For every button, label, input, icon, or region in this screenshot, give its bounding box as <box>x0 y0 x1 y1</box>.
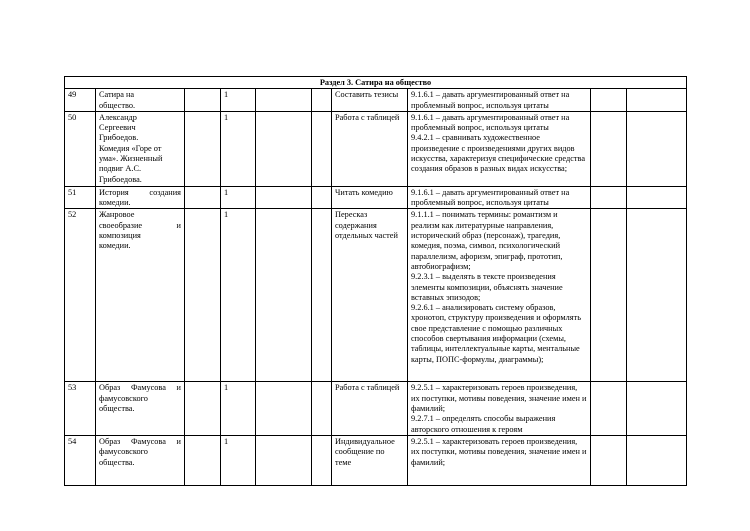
objective-item: 9.4.2.1 – сравнивать художественное произведение с произведениями других видов искусства, характеризуя специфические средства создания образов в разных видах искусства; <box>411 133 586 174</box>
objective-item: 9.1.6.1 – давать аргументированный ответ на проблемный вопрос, используя цитаты <box>411 90 570 110</box>
section-header-row <box>65 77 687 89</box>
topic-line: Жанровое <box>99 210 135 220</box>
activity-line: Читать комедию <box>335 187 393 197</box>
lesson-topic <box>96 209 185 382</box>
lesson-topic <box>96 186 185 209</box>
lesson-hours: 1 <box>221 111 256 186</box>
topic-line: Сатира на <box>99 90 135 100</box>
topic-line: Образ Фамусова и <box>99 383 181 393</box>
learning-objectives <box>408 111 591 186</box>
objective-item: 9.1.6.1 – давать аргументированный ответ на проблемный вопрос, используя цитаты <box>411 187 570 208</box>
lesson-number: 49 <box>65 89 96 112</box>
topic-line: История создания <box>99 187 181 197</box>
empty-cell <box>185 111 221 186</box>
lesson-activity <box>332 111 408 186</box>
empty-cell <box>312 89 332 112</box>
empty-cell <box>185 382 221 435</box>
empty-cell <box>627 209 687 382</box>
empty-cell <box>256 209 312 382</box>
empty-cell <box>256 186 312 209</box>
activity-line: теме <box>335 457 352 467</box>
objective-item: 9.1.1.1 – понимать термины: романтизм и реализм как литературные направления, исторический образ (персонаж), трагедия, комедия, поэма, символ, психологический параллелизм, афоризм, эпиграф, прототип, автобиографизм; <box>411 210 563 271</box>
activity-line: Пересказ <box>335 210 368 220</box>
lesson-hours: 1 <box>221 209 256 382</box>
lesson-activity <box>332 209 408 382</box>
topic-line: композиция <box>99 231 141 241</box>
activity-line: Индивидуальное <box>335 436 395 446</box>
activity-line: сообщение по <box>335 447 385 457</box>
empty-cell <box>185 186 221 209</box>
empty-cell <box>627 111 687 186</box>
topic-line: Грибоедов. <box>99 133 139 143</box>
table-row <box>65 435 687 485</box>
topic-line: ума». Жизненный <box>99 154 163 164</box>
lesson-number: 50 <box>65 111 96 186</box>
empty-cell <box>256 382 312 435</box>
empty-cell <box>591 382 627 435</box>
objective-item: 9.1.6.1 – давать аргументированный ответ на проблемный вопрос, используя цитаты <box>411 112 570 133</box>
topic-line: общество. <box>99 100 136 110</box>
activity-line: Работа с таблицей <box>335 112 400 122</box>
table-row <box>65 209 687 382</box>
empty-cell <box>591 186 627 209</box>
table-row <box>65 89 687 112</box>
topic-line: общества. <box>99 404 135 414</box>
lesson-topic <box>96 435 185 485</box>
topic-line: своеобразие и <box>99 220 181 230</box>
topic-line: подвиг А.С. <box>99 164 142 174</box>
lesson-topic <box>96 382 185 435</box>
empty-cell <box>312 186 332 209</box>
topic-line: Грибоедова. <box>99 174 142 184</box>
empty-cell <box>256 435 312 485</box>
empty-cell <box>185 89 221 112</box>
objective-item: 9.2.6.1 – анализировать систему образов, хронотоп, структуру произведения и оформлять свое представление с помощью различных способов свертывания информации (схемы, таблицы, интеллектуальные карты, ментальные карты, ПОПС-формулы, диаграммы); <box>411 303 582 364</box>
topic-line: общества. <box>99 457 135 467</box>
objective-item: 9.2.5.1 – характеризовать героев произведения, их поступки, мотивы поведения, значение имен и фамилий; <box>411 383 587 414</box>
lesson-hours: 1 <box>221 186 256 209</box>
empty-cell <box>256 111 312 186</box>
topic-line: комедии. <box>99 241 131 251</box>
empty-cell <box>312 111 332 186</box>
learning-objectives <box>408 435 591 485</box>
lesson-activity <box>332 435 408 485</box>
empty-cell <box>591 435 627 485</box>
lesson-number: 53 <box>65 382 96 435</box>
lesson-topic <box>96 89 185 112</box>
topic-line: фамусовского <box>99 393 148 403</box>
lesson-number: 52 <box>65 209 96 382</box>
objective-item: 9.2.7.1 – определять способы выражения авторского отношения к героям <box>411 414 556 434</box>
table-row <box>65 186 687 209</box>
activity-line: Составить тезисы <box>335 90 399 100</box>
activity-line: Работа с таблицей <box>335 383 400 393</box>
lesson-hours: 1 <box>221 435 256 485</box>
activity-line: содержания <box>335 220 377 230</box>
lesson-topic <box>96 111 185 186</box>
topic-line: фамусовского <box>99 447 148 457</box>
topic-line: Комедия «Горе от <box>99 143 162 153</box>
lesson-number: 51 <box>65 186 96 209</box>
empty-cell <box>591 209 627 382</box>
empty-cell <box>627 186 687 209</box>
empty-cell <box>591 89 627 112</box>
empty-cell <box>312 435 332 485</box>
empty-cell <box>312 209 332 382</box>
lesson-hours: 1 <box>221 382 256 435</box>
topic-line: Образ Фамусова и <box>99 436 181 446</box>
empty-cell <box>627 382 687 435</box>
topic-line: комедии. <box>99 198 131 208</box>
lesson-number: 54 <box>65 435 96 485</box>
learning-objectives <box>408 209 591 382</box>
section-title: Раздел 3. Сатира на общество <box>65 77 687 89</box>
lesson-hours: 1 <box>221 89 256 112</box>
objective-item: 9.2.3.1 – выделять в тексте произведения элементы композиции, объяснять значение вставных эпизодов; <box>411 272 563 302</box>
lesson-plan-table <box>64 76 687 486</box>
lesson-activity <box>332 382 408 435</box>
empty-cell <box>256 89 312 112</box>
empty-cell <box>185 435 221 485</box>
empty-cell <box>591 111 627 186</box>
lesson-activity <box>332 186 408 209</box>
learning-objectives <box>408 89 591 112</box>
learning-objectives <box>408 186 591 209</box>
empty-cell <box>627 435 687 485</box>
topic-line: Сергеевич <box>99 123 136 133</box>
activity-line: отдельных частей <box>335 231 398 241</box>
lesson-activity <box>332 89 408 112</box>
learning-objectives <box>408 382 591 435</box>
empty-cell <box>627 89 687 112</box>
table-row <box>65 111 687 186</box>
table-row <box>65 382 687 435</box>
empty-cell <box>185 209 221 382</box>
objective-item: 9.2.5.1 – характеризовать героев произведения, их поступки, мотивы поведения, значение имен и фамилий; <box>411 436 587 467</box>
empty-cell <box>312 382 332 435</box>
topic-line: Александр <box>99 112 137 122</box>
